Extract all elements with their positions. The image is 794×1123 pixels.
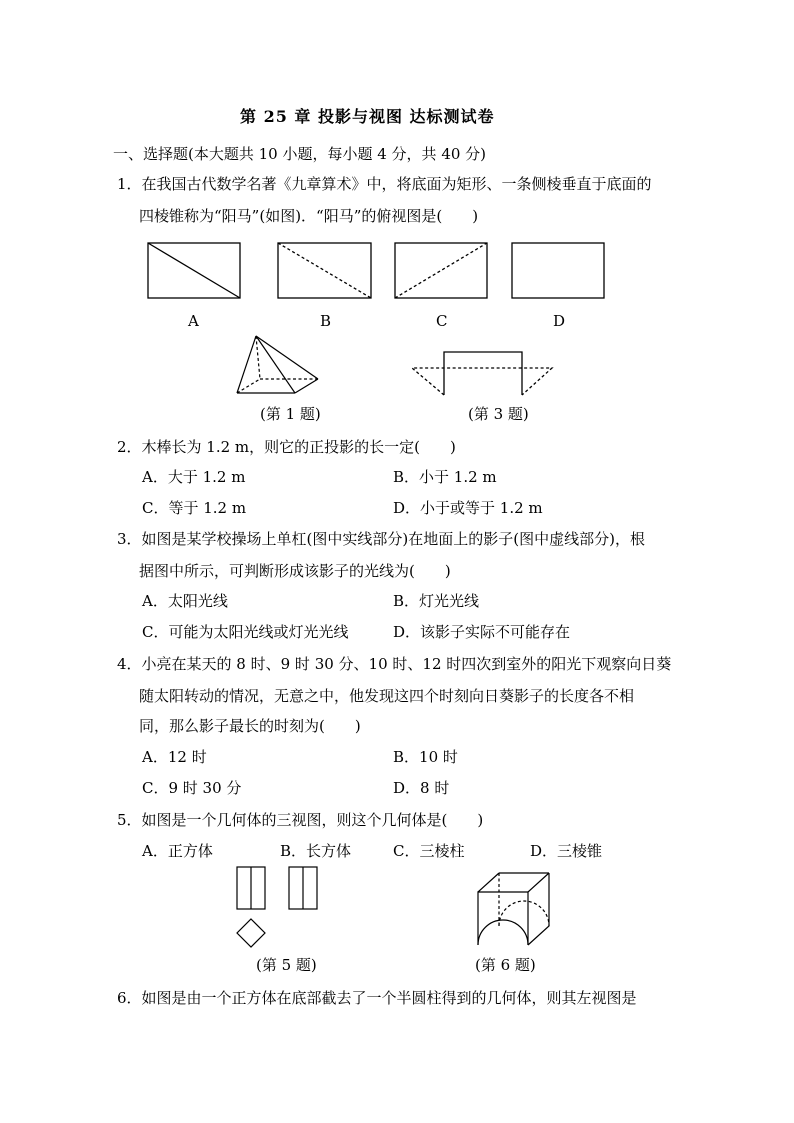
question-4-line-1: 4．小亮在某天的 8 时、9 时 30 分、10 时、12 时四次到室外的阳光下观察向日葵 — [117, 655, 672, 673]
question-4-option-d: D．8 时 — [393, 779, 450, 797]
question-2-stem: 2．木棒长为 1.2 m，则它的正投影的长一定( ) — [117, 438, 456, 456]
question-2-option-c: C．等于 1.2 m — [142, 499, 247, 517]
figure-1-caption: (第 1 题) — [260, 405, 321, 423]
question-4-line-3: 同，那么影子最长的时刻为( ) — [139, 717, 361, 735]
question-5-stem: 5．如图是一个几何体的三视图，则这个几何体是( ) — [117, 811, 484, 829]
question-5-option-d: D．三棱锥 — [530, 842, 603, 860]
question-2-option-d: D．小于或等于 1.2 m — [393, 499, 543, 517]
question-1-line-2: 四棱锥称为“阳马”(如图)．“阳马”的俯视图是( ) — [139, 207, 479, 225]
question-3-option-d: D．该影子实际不可能存在 — [393, 623, 571, 641]
question-2-option-a: A．大于 1.2 m — [142, 468, 246, 486]
question-5-option-a: A．正方体 — [142, 842, 213, 860]
question-4-line-2: 随太阳转动的情况，无意之中，他发现这四个时刻向日葵影子的长度各不相 — [139, 687, 635, 705]
figure-6-caption: (第 6 题) — [475, 956, 536, 974]
figure-3-caption: (第 3 题) — [468, 405, 529, 423]
question-5-option-b: B．长方体 — [280, 842, 352, 860]
question-4-option-c: C．9 时 30 分 — [142, 779, 242, 797]
question-3-option-a: A．太阳光线 — [142, 592, 228, 610]
figure-5-caption: (第 5 题) — [256, 956, 317, 974]
question-3-line-1: 3．如图是某学校操场上单杠(图中实线部分)在地面上的影子(图中虚线部分)，根 — [117, 530, 645, 548]
option-b-label: B — [320, 312, 332, 330]
question-6-line-1: 6．如图是由一个正方体在底部截去了一个半圆柱得到的几何体，则其左视图是 — [117, 989, 637, 1007]
question-3-line-2: 据图中所示，可判断形成该影子的光线为( ) — [139, 562, 451, 580]
page-title: 第 25 章 投影与视图 达标测试卷 — [240, 107, 495, 126]
question-3-option-b: B．灯光光线 — [393, 592, 480, 610]
question-1-line-1: 1．在我国古代数学名著《九章算术》中，将底面为矩形、一条侧棱垂直于底面的 — [117, 175, 652, 193]
option-d-label: D — [553, 312, 566, 330]
question-5-option-c: C．三棱柱 — [393, 842, 465, 860]
question-3-option-c: C．可能为太阳光线或灯光光线 — [142, 623, 349, 641]
question-4-option-b: B．10 时 — [393, 748, 458, 766]
section-heading: 一、选择题(本大题共 10 小题，每小题 4 分，共 40 分) — [113, 145, 487, 163]
option-a-label: A — [188, 312, 199, 330]
question-2-option-b: B．小于 1.2 m — [393, 468, 497, 486]
question-4-option-a: A．12 时 — [142, 748, 207, 766]
option-c-label: C — [436, 312, 448, 330]
